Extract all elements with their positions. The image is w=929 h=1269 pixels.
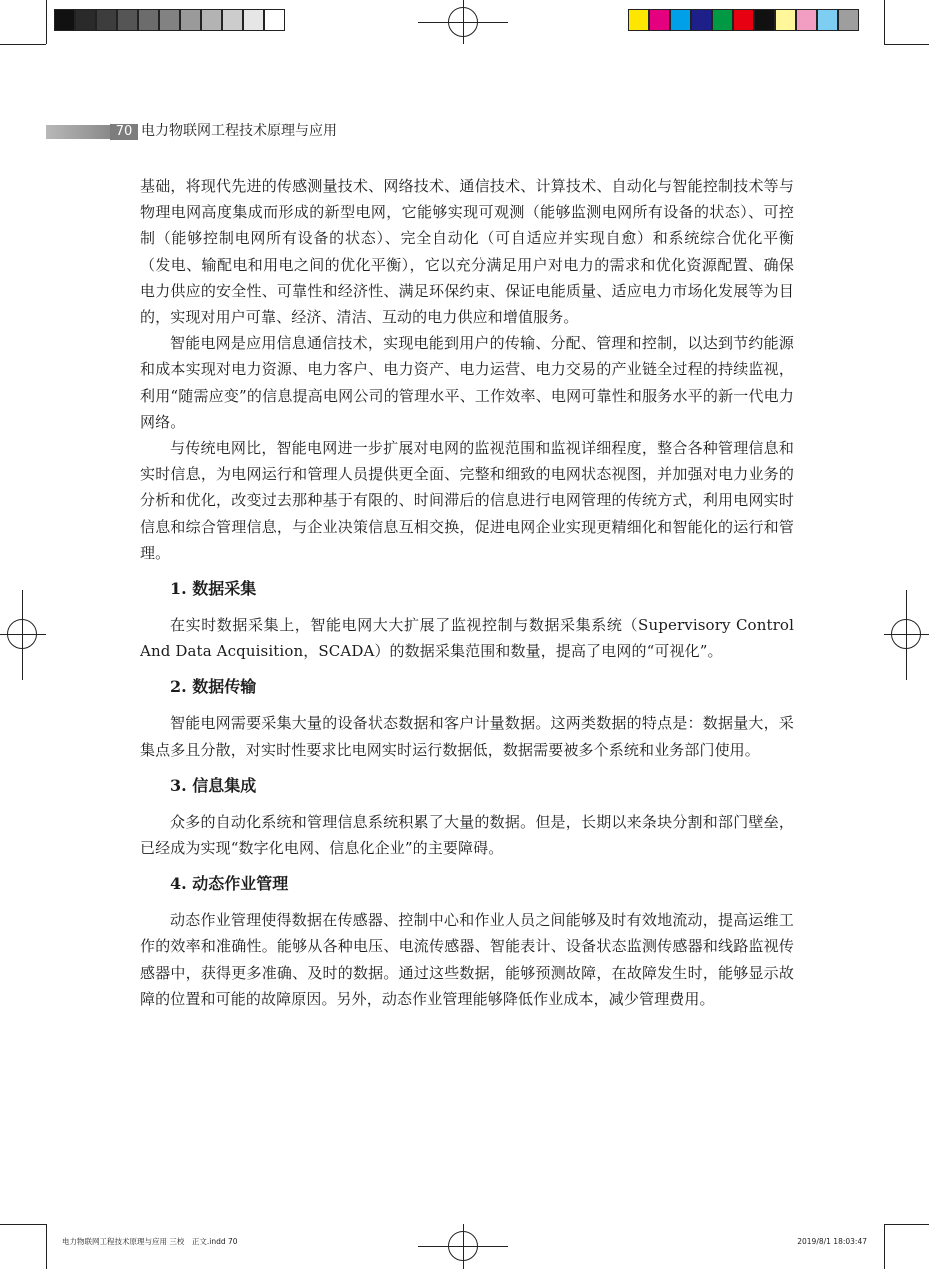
gray-swatch (264, 9, 285, 31)
running-header-bar (46, 125, 110, 139)
color-swatch (712, 9, 733, 31)
gray-swatch (222, 9, 243, 31)
registration-mark-bottom-circle (448, 1231, 478, 1261)
color-swatch (628, 9, 649, 31)
crop-mark-top-right-horizontal (884, 44, 929, 45)
gray-swatch (138, 9, 159, 31)
color-swatch (817, 9, 838, 31)
registration-mark-right-circle (891, 619, 921, 649)
color-swatch (775, 9, 796, 31)
color-swatch (691, 9, 712, 31)
color-swatch (754, 9, 775, 31)
grayscale-calibration-bar (54, 9, 285, 33)
color-swatch (733, 9, 754, 31)
color-swatch (649, 9, 670, 31)
gray-swatch (54, 9, 75, 31)
paragraph-6: 众多的自动化系统和管理信息系统积累了大量的数据。但是，长期以来条块分割和部门壁垒，已经成为实现“数字化电网、信息化企业”的主要障碍。 (140, 812, 794, 858)
gray-swatch (243, 9, 264, 31)
crop-mark-bottom-left-vertical (46, 1224, 47, 1269)
registration-mark-left-circle (7, 619, 37, 649)
footer-file-info: 电力物联网工程技术原理与应用 三校 正文.indd 70 (62, 1237, 238, 1246)
crop-mark-bottom-right-vertical (884, 1224, 885, 1269)
running-header-title: 电力物联网工程技术原理与应用 (141, 123, 337, 139)
gray-swatch (159, 9, 180, 31)
crop-mark-bottom-left-horizontal (0, 1224, 46, 1225)
crop-mark-bottom-right-horizontal (884, 1224, 929, 1225)
paragraph-4: 在实时数据采集上，智能电网大大扩展了监视控制与数据采集系统（Supervisory Control And Data Acquisition，SCADA）的数据采集范围和数量，提高了电网的“可视化”。 (140, 616, 794, 661)
gray-swatch (75, 9, 96, 31)
color-swatch (838, 9, 859, 31)
gray-swatch (180, 9, 201, 31)
section-heading-information-integration: 3. 信息集成 (170, 775, 257, 795)
footer-timestamp: 2019/8/1 18:03:47 (797, 1237, 867, 1246)
section-heading-data-transmission: 2. 数据传输 (170, 677, 257, 697)
paragraph-1: 基础，将现代先进的传感测量技术、网络技术、通信技术、计算技术、自动化与智能控制技术等与物理电网高度集成而形成的新型电网，它能够实现可观测（能够监测电网所有设备的状态）、可控制（能够控制电网所有设备的状态）、完全自动化（可自适应并实现自愈）和系统综合优化平衡（发电、输配电和用电之间的优化平衡），它以充分满足用户对电力的需求和优化资源配置、确保电力供应的安全性、可靠性和经济性、满足环保约束、保证电能质量、适应电力市场化发展等为目的，实现对用户可靠、经济、清洁、互动的电力供应和增值服务。 (140, 177, 794, 327)
gray-swatch (96, 9, 117, 31)
crop-mark-top-left-vertical (46, 0, 47, 44)
color-swatch (796, 9, 817, 31)
paragraph-7: 动态作业管理使得数据在传感器、控制中心和作业人员之间能够及时有效地流动，提高运维工作的效率和准确性。能够从各种电压、电流传感器、智能表计、设备状态监测传感器和线路监视传感器中，获得更多准确、及时的数据。通过这些数据，能够预测故障，在故障发生时，能够显示故障的位置和可能的故障原因。另外，动态作业管理能够降低作业成本，减少管理费用。 (140, 911, 794, 1008)
page-number: 70 (110, 124, 138, 140)
color-swatch (670, 9, 691, 31)
section-heading-data-collection: 1. 数据采集 (170, 579, 257, 599)
paragraph-5: 智能电网需要采集大量的设备状态数据和客户计量数据。这两类数据的特点是：数据量大，采集点多且分散，对实时性要求比电网实时运行数据低，数据需要被多个系统和业务部门使用。 (140, 714, 794, 759)
registration-mark-top-circle (448, 7, 478, 37)
gray-swatch (117, 9, 138, 31)
paragraph-2: 智能电网是应用信息通信技术，实现电能到用户的传输、分配、管理和控制，以达到节约能源和成本实现对电力资源、电力客户、电力资产、电力运营、电力交易的产业链全过程的持续监视，利用“随需应变”的信息提高电网公司的管理水平、工作效率、电网可靠性和服务水平的新一代电力网络。 (140, 334, 794, 431)
crop-mark-top-left-horizontal (0, 44, 46, 45)
crop-mark-top-right-vertical (884, 0, 885, 44)
paragraph-3: 与传统电网比，智能电网进一步扩展对电网的监视范围和监视详细程度，整合各种管理信息和实时信息，为电网运行和管理人员提供更全面、完整和细致的电网状态视图，并加强对电力业务的分析和优化，改变过去那种基于有限的、时间滞后的信息进行电网管理的传统方式，利用电网实时信息和综合管理信息，与企业决策信息互相交换，促进电网企业实现更精细化和智能化的运行和管理。 (140, 439, 794, 562)
color-calibration-bar (628, 9, 859, 33)
gray-swatch (201, 9, 222, 31)
page-body (140, 173, 794, 1012)
section-heading-dynamic-operation: 4. 动态作业管理 (170, 874, 289, 894)
